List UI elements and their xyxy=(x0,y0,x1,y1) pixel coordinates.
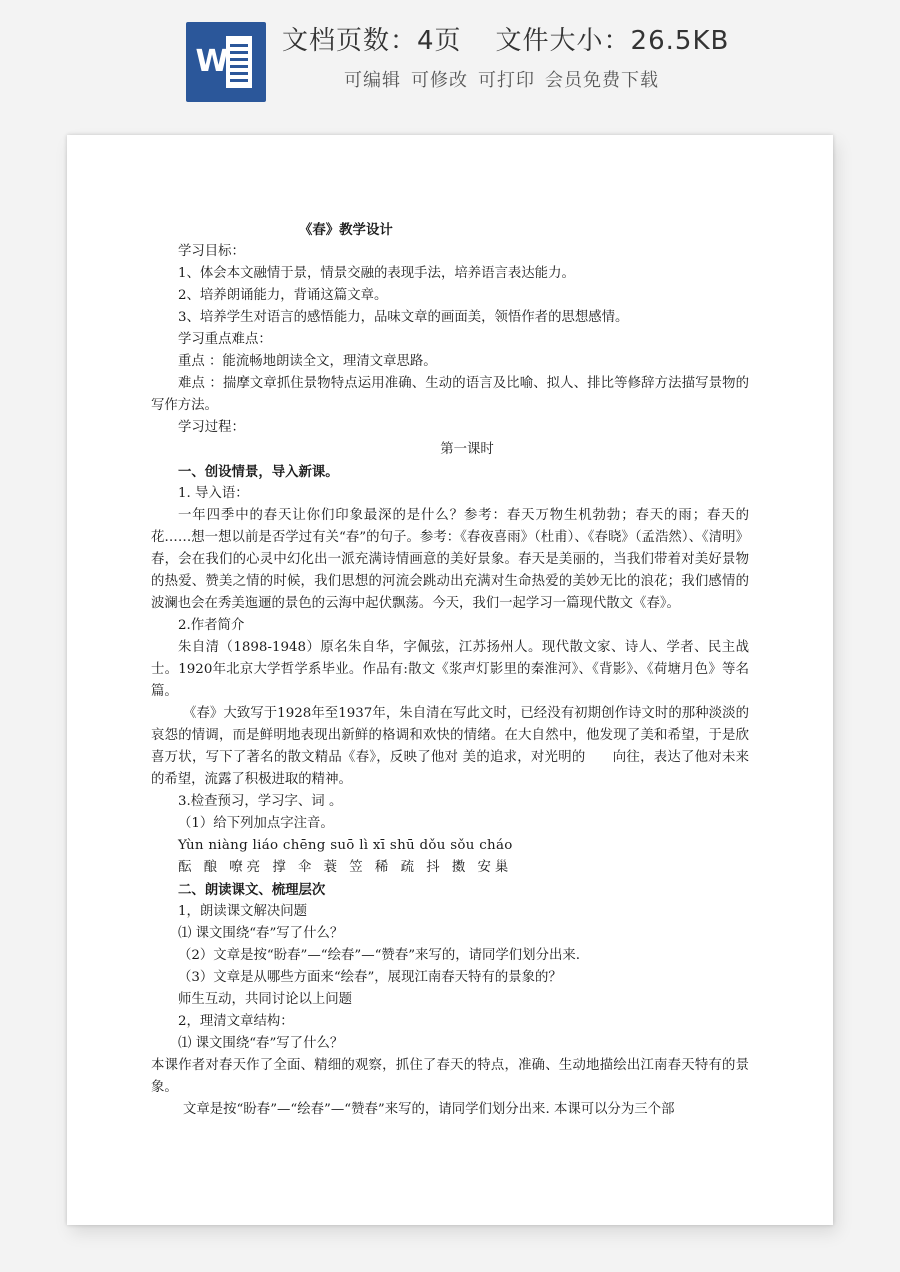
paragraph: 第一课时 xyxy=(440,442,494,457)
paragraph: 1、体会本文融情于景，情景交融的表现手法，培养语言表达能力。 xyxy=(178,266,575,281)
paragraph: 1. 导入语： xyxy=(178,486,249,501)
paragraph: 一、创设情景，导入新课。 xyxy=(178,464,339,480)
feature-editable: 可编辑 xyxy=(344,70,401,91)
paragraph: 文章是按“盼春”—“绘春”—“赞春”来写的，请同学们划分出来. 本课可以分为三个部 xyxy=(183,1102,675,1117)
paragraph: 2，理清文章结构： xyxy=(178,1014,294,1029)
paragraph: 《春》大致写于1928年至1937年，朱自清在写此文时，已经没有初期创作诗文时的那种淡淡的哀怨的情调，而是鲜明地表现出新鲜的格调和欢快的情绪。在大自然中，他发现了美和希望，于是欣喜万状，写下了著名的散文精品《春》，反映了他对 美的追求，对光明的 向往，表达了他对未来的希望，流露了积极进取的精神。 xyxy=(151,706,749,787)
paragraph: （1）给下列加点字注音。 xyxy=(178,816,334,831)
word-letter-icon: W xyxy=(195,44,229,79)
paragraph: 2、培养朗诵能力，背诵这篇文章。 xyxy=(178,288,388,303)
page-count: 文档页数：4页 xyxy=(282,26,462,56)
feature-member-download: 会员免费下载 xyxy=(545,70,659,91)
paragraph: （2）文章是按“盼春”—“绘春”—“赞春”来写的，请同学们划分出来. xyxy=(178,948,581,963)
paragraph: 学习重点难点： xyxy=(178,332,272,347)
document-title: 《春》教学设计 xyxy=(299,222,393,238)
paragraph: 3.检查预习，学习字、词 。 xyxy=(178,794,343,809)
feature-modifiable: 可修改 xyxy=(411,70,468,91)
document-body xyxy=(151,219,749,1121)
paragraph: 3、培养学生对语言的感悟能力，品味文章的画面美，领悟作者的思想感情。 xyxy=(178,310,629,325)
file-size: 文件大小：26.5KB xyxy=(495,26,730,56)
paragraph: 师生互动，共同讨论以上问题 xyxy=(178,992,353,1007)
paragraph: 朱自清（1898-1948）原名朱自华，字佩弦，江苏扬州人。现代散文家、诗人、学者、民主战士。1920年北京大学哲学系毕业。作品有:散文《浆声灯影里的秦淮河》、《背影》、《荷塘月色》等名篇。 xyxy=(151,640,749,699)
paragraph: 2.作者简介 xyxy=(178,618,245,633)
paragraph: Yùn niàng liáo chēng suō lì xī shū dǒu sǒu cháo xyxy=(178,838,513,853)
paragraph: 酝 酿 嘹亮 撑 伞 蓑 笠 稀 疏 抖 擞 安巢 xyxy=(178,860,513,875)
document-info-banner xyxy=(0,0,900,120)
paragraph: 本课作者对春天作了全面、精细的观察，抓住了春天的特点，准确、生动地描绘出江南春天特有的景象。 xyxy=(151,1058,749,1095)
paragraph: ⑴ 课文围绕“春”写了什么？ xyxy=(178,926,344,941)
paragraph: ⑴ 课文围绕“春”写了什么？ xyxy=(178,1036,344,1051)
paragraph: 一年四季中的春天让你们印象最深的是什么？参考：春天万物生机勃勃；春天的雨；春天的花……想一想以前是否学过有关“春”的句子。参考：《春夜喜雨》（杜甫）、《春晓》（孟浩然）、《清明》春，会在我们的心灵中幻化出一派充满诗情画意的美好景象。春天是美丽的，当我们带着对美好景物的热爱、赞美之情的时候，我们思想的河流会跳动出充满对生命热爱的美妙无比的浪花；我们感情的波澜也会在秀美迤逦的景色的云海中起伏飘荡。今天，我们一起学习一篇现代散文《春》。 xyxy=(151,508,749,611)
paragraph: 学习过程： xyxy=(178,420,245,435)
word-doc-icon xyxy=(186,22,266,102)
feature-printable: 可打印 xyxy=(478,70,535,91)
feature-list xyxy=(344,66,659,92)
paragraph: （3）文章是从哪些方面来“绘春”，展现江南春天特有的景象的？ xyxy=(178,970,562,985)
paragraph: 学习目标： xyxy=(178,244,245,259)
document-page xyxy=(67,135,833,1225)
paragraph: 难点 ：揣摩文章抓住景物特点运用准确、生动的语言及比喻、拟人、排比等修辞方法描写景物的写作方法。 xyxy=(151,376,749,413)
paragraph: 二、朗读课文、梳理层次 xyxy=(178,882,326,898)
document-stats xyxy=(282,20,729,57)
paragraph: 1，朗读课文解决问题 xyxy=(178,904,308,919)
paragraph: 重点 ：能流畅地朗读全文，理清文章思路。 xyxy=(178,354,437,369)
